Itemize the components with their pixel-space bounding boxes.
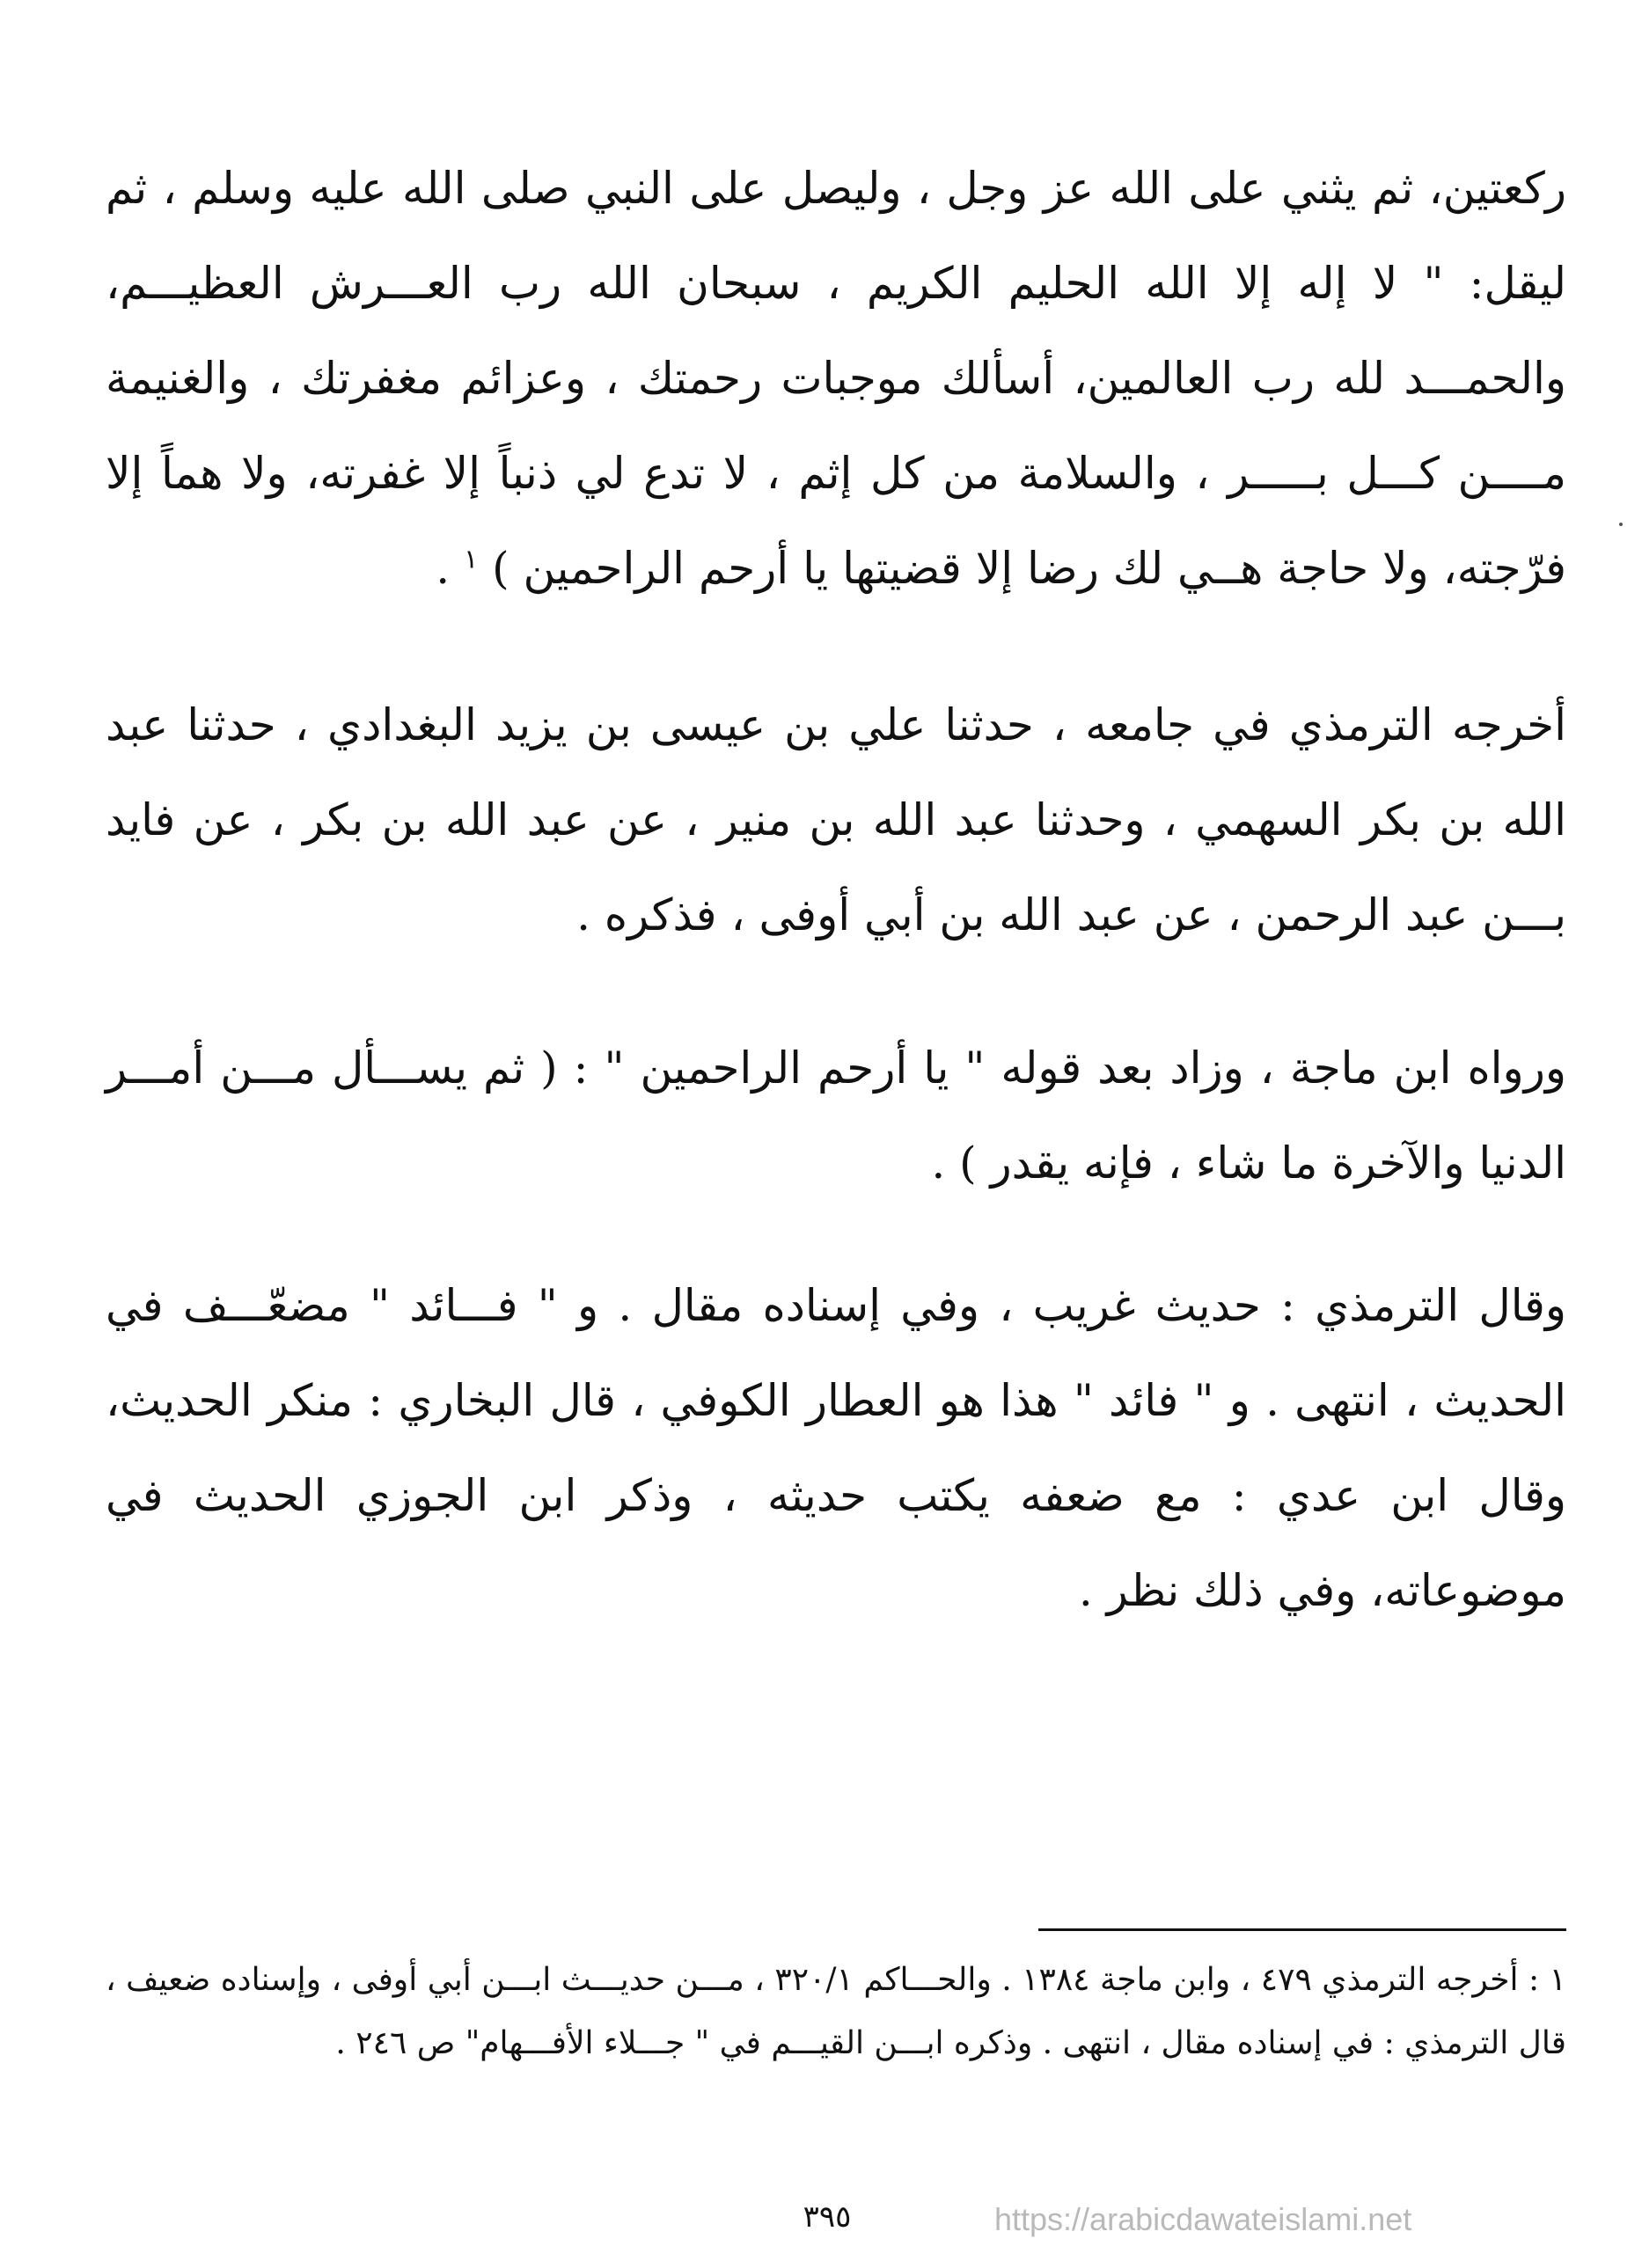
scan-speck [1619, 523, 1623, 526]
watermark-url: https://arabicdawateislami.net [994, 2201, 1412, 2237]
page-number: ٣٩٥ [803, 2199, 852, 2235]
footnote-reference[interactable]: ١ [464, 544, 479, 575]
paragraph-1 [106, 141, 1566, 616]
paragraph-4 [106, 1258, 1566, 1638]
paragraph-1-tail: . [436, 543, 451, 594]
footnote-divider [1038, 1928, 1566, 1931]
footnote-text: ١ : أخرجه الترمذي ٤٧٩ ، وابن ماجة ١٣٨٤ . والحـــاكم ٣٢٠/١ ، مـــن حديـــث ابـــن أبي أوفى ، وإسناده ضعيف ، قال الترمذي : في إسناده مقال ، انتهى . وذكره ابـــن القيـــم في " جـــلاء الأفـــهام" ص ٢٤٦ . [106, 1962, 1566, 2061]
paragraph-2 [106, 677, 1566, 962]
paragraph-1-text: ركعتين، ثم يثني على الله عز وجل ، وليصل على النبي صلى الله عليه وسلم ، ثم ليقل: " لا إله إلا الله الحليم الكريم ، سبحان الله رب العـــرش العظيـــم، والحمـــد لله رب العالمين، أسألك موجبات رحمتك ، وعزائم مغفرتك ، والغنيمة مــــن كـــل بـــــر ، والسلامة من كل إثم ، لا تدع لي ذنباً إلا غفرته، ولا هماً إلا فرّجته، ولا حاجة هــي لك رضا إلا قضيتها يا أرحم الراحمين ) [106, 163, 1566, 594]
footnote [106, 1949, 1566, 2075]
paragraph-4-text: وقال الترمذي : حديث غريب ، وفي إسناده مقال . و " فـــائد " مضعّـــف في الحديث ، انتهى . و " فائد " هذا هو العطار الكوفي ، قال البخاري : منكر الحديث، وقال ابن عدي : مع ضعفه يكتب حديثه ، وذكر ابن الجوزي الحديث في موضوعاته، وفي ذلك نظر . [106, 1280, 1566, 1616]
paragraph-2-text: أخرجه الترمذي في جامعه ، حدثنا علي بن عيسى بن يزيد البغدادي ، حدثنا عبد الله بن بكر السهمي ، وحدثنا عبد الله بن منير ، عن عبد الله بن بكر ، عن فايد بـــن عبد الرحمن ، عن عبد الله بن أبي أوفى ، فذكره . [106, 699, 1566, 940]
paragraph-3 [106, 1021, 1566, 1211]
paragraph-3-text: ورواه ابن ماجة ، وزاد بعد قوله " يا أرحم الراحمين " : ( ثم يســـأل مـــن أمـــر الدنيا والآخرة ما شاء ، فإنه يقدر ) . [106, 1043, 1566, 1189]
